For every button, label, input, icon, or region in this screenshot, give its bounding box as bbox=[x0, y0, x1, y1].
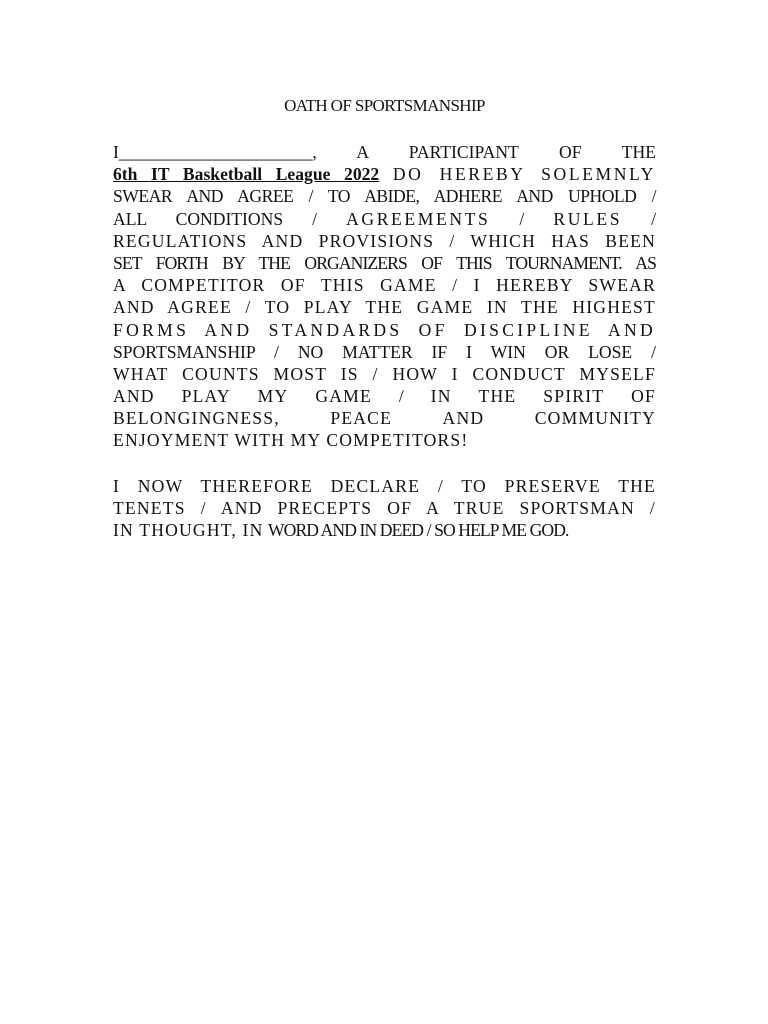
declaration-line-1: I NOW THEREFORE DECLARE / TO PRESERVE THE bbox=[113, 476, 656, 496]
declaration-paragraph bbox=[113, 475, 656, 542]
oath-line-2: 6th IT Basketball League 2022 DO HEREBY SOLEMNLY bbox=[113, 164, 656, 185]
league-name: 6th IT Basketball League 2022 bbox=[113, 164, 380, 185]
oath-line-11: WHAT COUNTS MOST IS / HOW I CONDUCT MYSELF bbox=[113, 363, 656, 384]
oath-line-13: BELONGINGNESS, PEACE AND COMMUNITY bbox=[113, 408, 657, 429]
oath-line-3: SWEAR AND AGREE / TO ABIDE, ADHERE AND UPHOLD / bbox=[113, 186, 656, 207]
oath-line-14: ENJOYMENT WITH MY COMPETITORS! bbox=[113, 430, 469, 451]
oath-line-8: AND AGREE / TO PLAY THE GAME IN THE HIGHEST bbox=[113, 297, 656, 318]
oath-line-7: A COMPETITOR OF THIS GAME / I HEREBY SWEAR bbox=[113, 275, 656, 296]
oath-paragraph bbox=[113, 141, 656, 452]
oath-line-4: ALL CONDITIONS / AGREEMENTS / RULES / bbox=[113, 208, 657, 229]
declaration-line-3: IN THOUGHT, IN WORD AND IN DEED / SO HELP ME GOD. bbox=[113, 520, 569, 541]
participant-name-blank: I______________________, bbox=[113, 142, 317, 162]
declaration-line-2: TENETS / AND PRECEPTS OF A TRUE SPORTSMAN / bbox=[113, 498, 656, 519]
oath-line-9: FORMS AND STANDARDS OF DISCIPLINE AND bbox=[113, 319, 656, 340]
oath-line-6: SET FORTH BY THE ORGANIZERS OF THIS TOURNAMENT. AS bbox=[113, 252, 656, 273]
document-title: OATH OF SPORTSMANSHIP bbox=[284, 96, 485, 115]
oath-line-5: REGULATIONS AND PROVISIONS / WHICH HAS BEEN bbox=[113, 230, 656, 251]
oath-line-10: SPORTSMANSHIP / NO MATTER IF I WIN OR LOSE / bbox=[113, 341, 656, 362]
oath-line-12: AND PLAY MY GAME / IN THE SPIRIT OF bbox=[113, 386, 657, 407]
oath-line-1: I______________________, A PARTICIPANT OF THE bbox=[113, 142, 656, 162]
